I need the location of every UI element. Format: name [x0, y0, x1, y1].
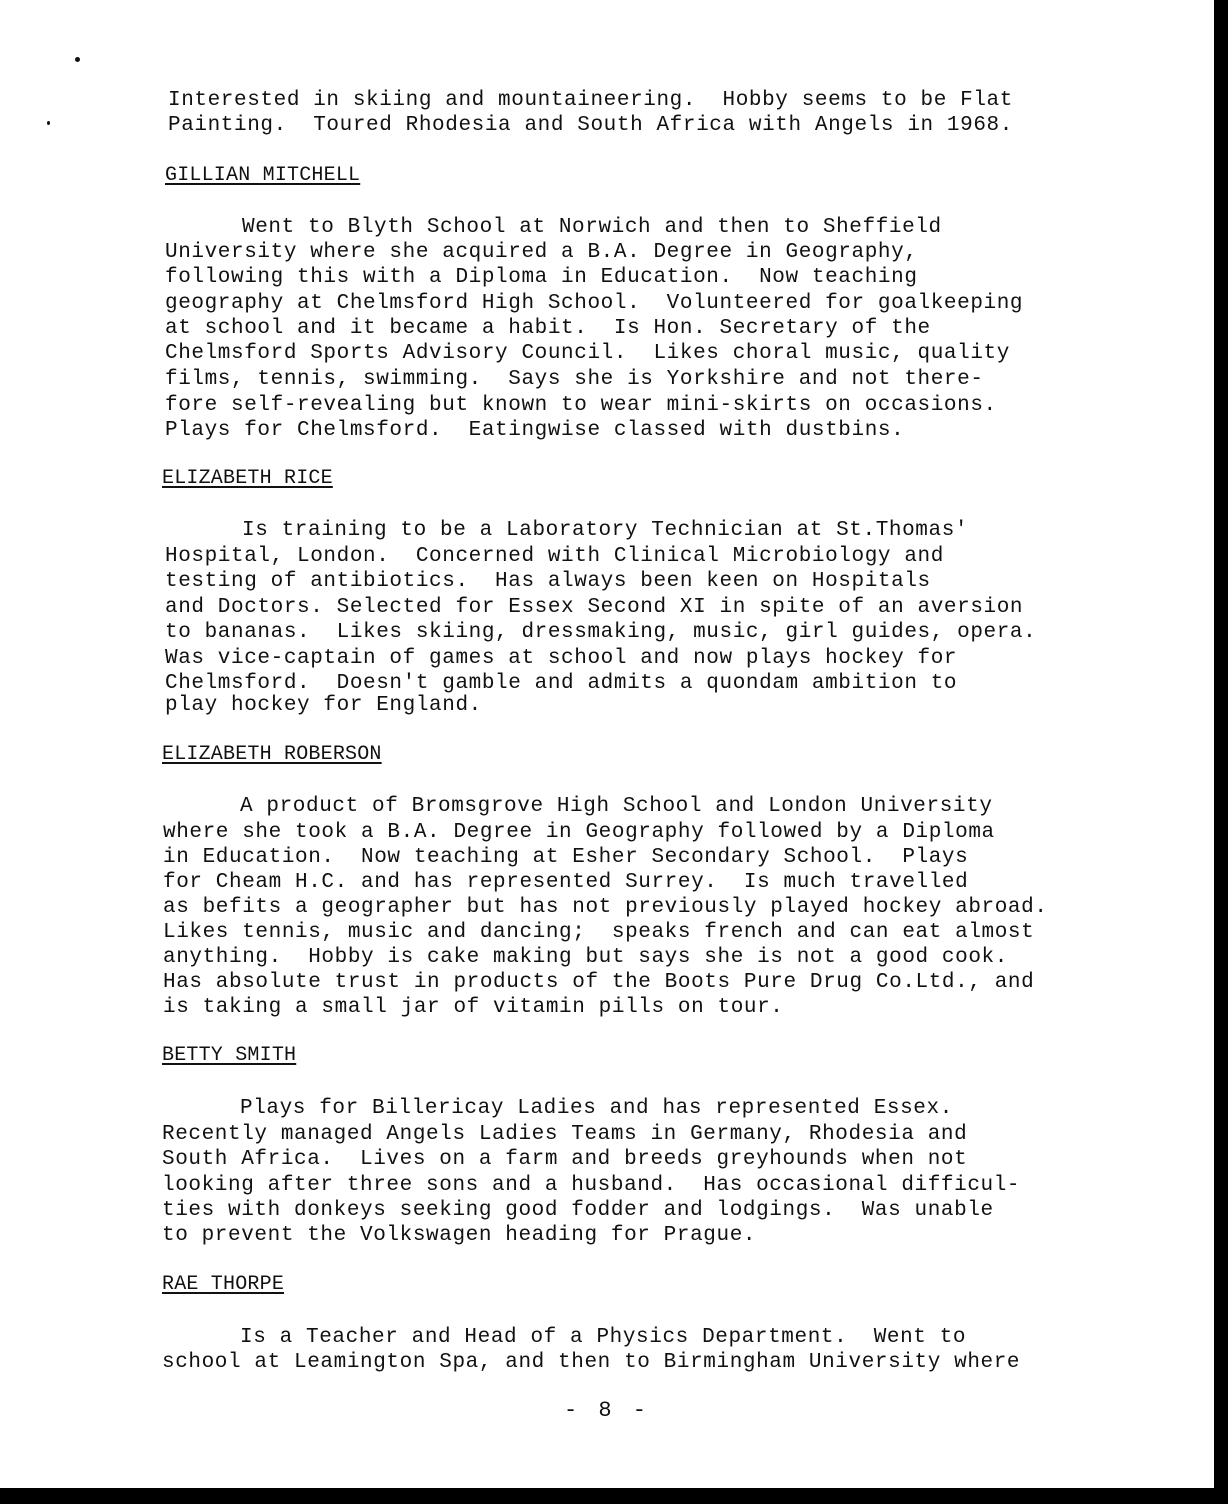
profile-line: and Doctors. Selected for Essex Second XI in spite of an aversion [165, 596, 1024, 619]
profile-line: Has absolute trust in products of the Boots Pure Drug Co.Ltd., and [163, 971, 1035, 994]
profile-line: play hockey for England. [165, 694, 482, 717]
profile-line: Hospital, London. Concerned with Clinical Microbiology and [165, 545, 944, 568]
profile-line: where she took a B.A. Degree in Geography followed by a Diploma [163, 821, 995, 844]
profile-line: is taking a small jar of vitamin pills on tour. [163, 996, 784, 1019]
page-number: - 8 - [563, 1398, 650, 1423]
profile-line: school at Leamington Spa, and then to Birmingham University where [162, 1351, 1021, 1374]
profile-line: Likes tennis, music and dancing; speaks french and can eat almost [163, 921, 1035, 944]
profile-line: Went to Blyth School at Norwich and then to Sheffield [242, 216, 942, 239]
profile-heading-gillian-mitchell: GILLIAN MITCHELL [165, 164, 361, 187]
profile-line: looking after three sons and a husband. Has occasional difficul- [162, 1174, 1021, 1197]
intro-line: Painting. Toured Rhodesia and South Africa with Angels in 1968. [168, 114, 1013, 137]
profile-line: Plays for Billericay Ladies and has represented Essex. [240, 1097, 953, 1120]
profile-line: South Africa. Lives on a farm and breeds greyhounds when not [162, 1148, 968, 1171]
profile-heading-betty-smith: BETTY SMITH [162, 1044, 297, 1067]
profile-line: anything. Hobby is cake making but says she is not a good cook. [163, 946, 1008, 969]
profile-heading-rae-thorpe: RAE THORPE [162, 1273, 285, 1296]
intro-line: Interested in skiing and mountaineering. Hobby seems to be Flat [168, 89, 1013, 112]
profile-line: Chelmsford Sports Advisory Council. Likes choral music, quality [165, 342, 1010, 365]
profile-line: University where she acquired a B.A. Degree in Geography, [165, 241, 918, 264]
profile-line: testing of antibiotics. Has always been keen on Hospitals [165, 570, 931, 593]
profile-line: Recently managed Angels Ladies Teams in Germany, Rhodesia and [162, 1123, 968, 1146]
profile-line: in Education. Now teaching at Esher Secondary School. Plays [163, 846, 969, 869]
profile-heading-elizabeth-rice: ELIZABETH RICE [162, 467, 333, 490]
profile-line: to prevent the Volkswagen heading for Prague. [162, 1224, 757, 1247]
profile-line: A product of Bromsgrove High School and London University [240, 795, 993, 818]
profile-line: geography at Chelmsford High School. Volunteered for goalkeeping [165, 292, 1024, 315]
profile-line: ties with donkeys seeking good fodder and lodgings. Was unable [162, 1199, 994, 1222]
profile-line: films, tennis, swimming. Says she is Yorkshire and not there- [165, 368, 984, 391]
profile-line: Is a Teacher and Head of a Physics Department. Went to [240, 1326, 967, 1349]
profile-line: as befits a geographer but has not previously played hockey abroad. [163, 896, 1048, 919]
profile-line: Chelmsford. Doesn't gamble and admits a quondam ambition to [165, 672, 958, 695]
profile-line: fore self-revealing but known to wear mini-skirts on occasions. [165, 394, 997, 417]
profile-heading-elizabeth-roberson: ELIZABETH ROBERSON [162, 743, 382, 766]
profile-line: Was vice-captain of games at school and now plays hockey for [165, 647, 958, 670]
profile-line: at school and it became a habit. Is Hon. Secretary of the [165, 317, 931, 340]
profile-line: to bananas. Likes skiing, dressmaking, music, girl guides, opera. [165, 621, 1037, 644]
profile-line: for Cheam H.C. and has represented Surrey. Is much travelled [163, 871, 969, 894]
profile-line: Is training to be a Laboratory Technician at St.Thomas' [242, 519, 969, 542]
profile-line: following this with a Diploma in Education. Now teaching [165, 266, 918, 289]
profile-line: Plays for Chelmsford. Eatingwise classed with dustbins. [165, 419, 905, 442]
